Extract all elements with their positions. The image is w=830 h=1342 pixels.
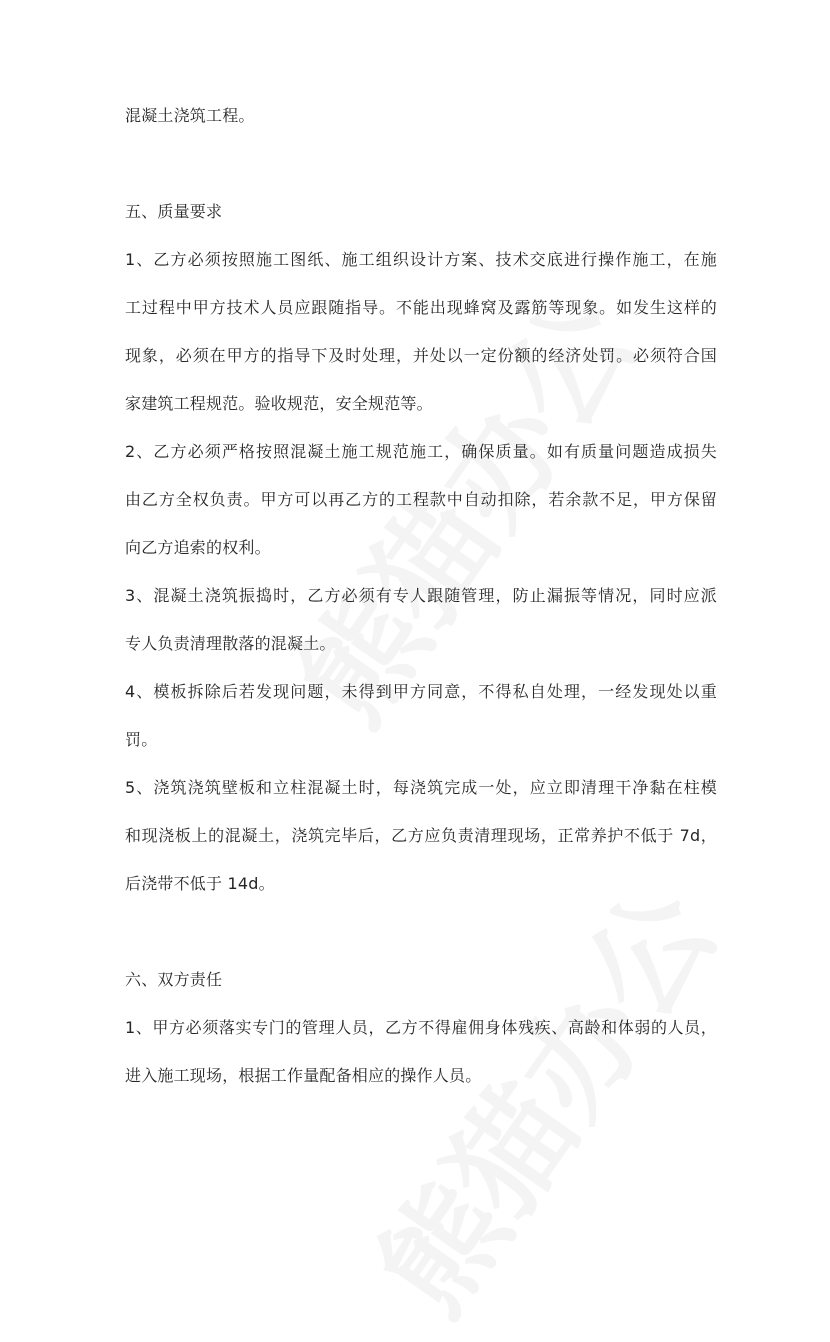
text-line: 1、乙方必须按照施工图纸、施工组织设计方案、技术交底进行操作施工，在施 [125, 250, 717, 269]
quality-item-1 [125, 236, 717, 428]
text-line: 5、浇筑浇筑壁板和立柱混凝土时，每浇筑完成一处，应立即清理干净黏在柱模 [125, 778, 717, 797]
text-line: 罚。 [125, 730, 158, 749]
quality-item-3 [125, 572, 717, 668]
text-line: 专人负责清理散落的混凝土。 [125, 634, 336, 653]
quality-item-4 [125, 668, 717, 764]
text-line: 进入施工现场，根据工作量配备相应的操作人员。 [125, 1066, 482, 1085]
text-line: 和现浇板上的混凝土，浇筑完毕后，乙方应负责清理现场，正常养护不低于 7d， [125, 826, 717, 845]
text-line: 工过程中甲方技术人员应跟随指导。不能出现蜂窝及露筋等现象。如发生这样的 [125, 298, 717, 317]
quality-item-2 [125, 428, 717, 572]
text-line: 混凝土浇筑工程。 [125, 106, 255, 125]
text-line: 1、甲方必须落实专门的管理人员，乙方不得雇佣身体残疾、高龄和体弱的人员， [125, 1018, 717, 1037]
text-line: 由乙方全权负责。甲方可以再乙方的工程款中自动扣除，若余款不足，甲方保留 [125, 490, 717, 509]
heading-text: 五、质量要求 [125, 202, 223, 221]
heading-text: 六、双方责任 [125, 970, 223, 989]
text-line: 家建筑工程规范。验收规范，安全规范等。 [125, 394, 433, 413]
quality-item-5 [125, 764, 717, 908]
text-line: 向乙方追索的权利。 [125, 538, 271, 557]
text-line: 后浇带不低于 14d。 [125, 874, 275, 893]
continuation-text [125, 92, 717, 140]
text-line: 4、模板拆除后若发现问题，未得到甲方同意，不得私自处理，一经发现处以重 [125, 682, 717, 701]
section-heading-responsibilities [125, 956, 717, 1004]
text-line: 现象，必须在甲方的指导下及时处理，并处以一定份额的经济处罚。必须符合国 [125, 346, 717, 365]
responsibility-item-1 [125, 1004, 717, 1100]
text-line: 3、混凝土浇筑振捣时，乙方必须有专人跟随管理，防止漏振等情况，同时应派 [125, 586, 717, 605]
text-line: 2、乙方必须严格按照混凝土施工规范施工，确保质量。如有质量问题造成损失 [125, 442, 717, 461]
section-heading-quality [125, 188, 717, 236]
